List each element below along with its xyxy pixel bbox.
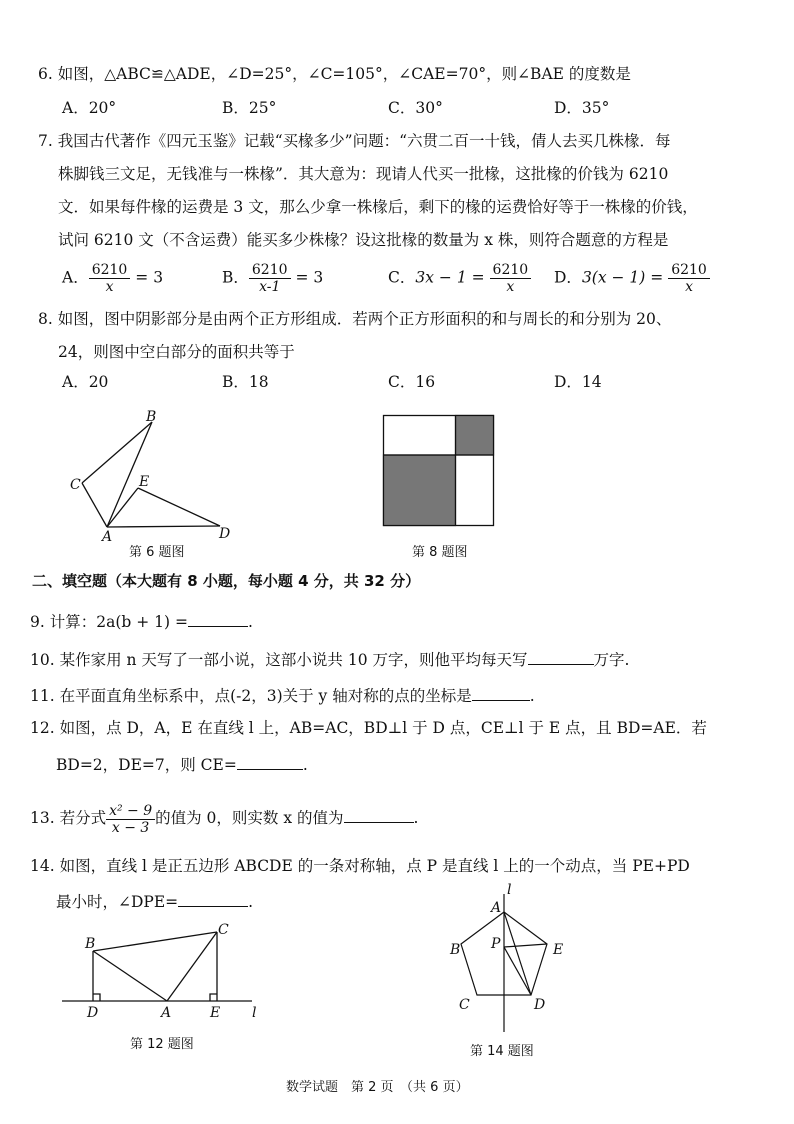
- fig12-label-c: C: [218, 922, 229, 938]
- fig14-label-p: P: [491, 936, 501, 952]
- fig6-caption: 第 6 题图: [129, 545, 185, 560]
- q12-line2: BD=2，DE=7，则 CE= .: [56, 753, 308, 775]
- q9-answer-blank[interactable]: [188, 610, 248, 627]
- q13-answer-blank[interactable]: [344, 806, 414, 823]
- figure-12: [62, 922, 262, 1021]
- fig14-label-d: D: [534, 997, 546, 1013]
- q7-line3: 文．如果每件椽的运费是 3 文，那么少拿一株椽后，剩下的椽的运费恰好等于一株椽的价钱，: [58, 198, 698, 216]
- q7-line2: 株脚钱三文足，无钱准与一株椽”．其大意为：现请人代买一批椽，这批椽的价钱为 6210: [58, 165, 669, 183]
- fig14-label-c: C: [459, 997, 470, 1013]
- fig12-label-b: B: [85, 936, 96, 952]
- q8-option-c: C．16: [388, 373, 436, 391]
- q7-option-b: B． $\frac{6210}{x-1}$ = 3: [222, 262, 324, 295]
- q8-line2: 24，则图中空白部分的面积共等于: [58, 343, 295, 361]
- figure-14: [450, 882, 590, 1042]
- figure-6: [60, 405, 260, 545]
- fig12-label-d: D: [87, 1005, 99, 1021]
- figure-8: [383, 415, 503, 535]
- q6-option-c: C．30°: [388, 99, 443, 117]
- q11: 11. 在平面直角坐标系中，点(-2，3)关于 y 轴对称的点的坐标是 .: [30, 684, 535, 706]
- q7-option-d: D．3(x − 1) = $\frac{6210}{x}$: [554, 262, 710, 295]
- fig14-label-e: E: [553, 942, 564, 958]
- q8-option-b: B．18: [222, 373, 269, 391]
- q6-stem: 6. 如图，△ABC≌△ADE，∠D=25°，∠C=105°，∠CAE=70°，则∠BAE 的度数是: [38, 65, 631, 83]
- fig8-caption: 第 8 题图: [412, 545, 468, 560]
- q14-answer-blank[interactable]: [178, 890, 248, 907]
- q10-answer-blank[interactable]: [528, 648, 594, 665]
- fig6-label-d: D: [219, 526, 231, 542]
- page-footer: 数学试题 第 2 页 （共 6 页）: [286, 1080, 469, 1095]
- q8-option-d: D．14: [554, 373, 602, 391]
- q12-answer-blank[interactable]: [237, 753, 303, 770]
- q13: 13. 若分式 $\frac{\text{x² − 9}}{x - 3}$ 的值为 0，则实数 x 的值为 .: [30, 802, 419, 836]
- q7-line1: 7. 我国古代著作《四元玉鉴》记载“买椽多少”问题：“六贯二百一十钱，倩人去买几株椽．每: [38, 132, 671, 150]
- fig14-caption: 第 14 题图: [470, 1044, 534, 1059]
- q14-line1: 14. 如图，直线 l 是正五边形 ABCDE 的一条对称轴，点 P 是直线 l 上的一个动点，当 PE+PD: [30, 857, 690, 875]
- q7-line4: 试问 6210 文（不含运费）能买多少株椽？设这批椽的数量为 x 株，则符合题意的方程是: [58, 231, 669, 249]
- q12-line1: 12. 如图，点 D，A，E 在直线 l 上，AB=AC，BD⊥l 于 D 点，CE⊥l 于 E 点，且 BD=AE．若: [30, 719, 707, 737]
- fig12-label-l: l: [252, 1005, 257, 1021]
- fig6-label-c: C: [70, 477, 81, 493]
- section-2-title: 二、填空题（本大题有 8 小题，每小题 4 分，共 32 分）: [32, 572, 421, 590]
- fig12-label-a: A: [161, 1005, 172, 1021]
- fig14-label-a: A: [491, 900, 502, 916]
- fig14-label-l: l: [507, 882, 512, 898]
- fig14-label-b: B: [450, 942, 461, 958]
- q7-option-c: C．3x − 1 = $\frac{6210}{x}$: [388, 262, 531, 295]
- q10: 10. 某作家用 n 天写了一部小说，这部小说共 10 万字，则他平均每天写 万字.: [30, 648, 629, 670]
- q6-option-b: B．25°: [222, 99, 277, 117]
- fig6-label-a: A: [102, 529, 113, 545]
- fig6-label-b: B: [146, 409, 157, 425]
- fig12-label-e: E: [210, 1005, 221, 1021]
- q8-option-a: A．20: [62, 373, 109, 391]
- q6-option-a: A．20°: [62, 99, 117, 117]
- q9: 9. 计算：2a(b + 1) = .: [30, 610, 253, 632]
- q6-option-d: D．35°: [554, 99, 610, 117]
- q14-line2: 最小时，∠DPE= .: [56, 890, 253, 912]
- fig12-caption: 第 12 题图: [130, 1037, 194, 1052]
- fig6-label-e: E: [139, 474, 150, 490]
- q8-line1: 8. 如图，图中阴影部分是由两个正方形组成．若两个正方形面积的和与周长的和分别为 20、: [38, 310, 672, 328]
- q11-answer-blank[interactable]: [472, 684, 530, 701]
- q7-option-a: A． $\frac{6210}{x}$ = 3: [62, 262, 164, 295]
